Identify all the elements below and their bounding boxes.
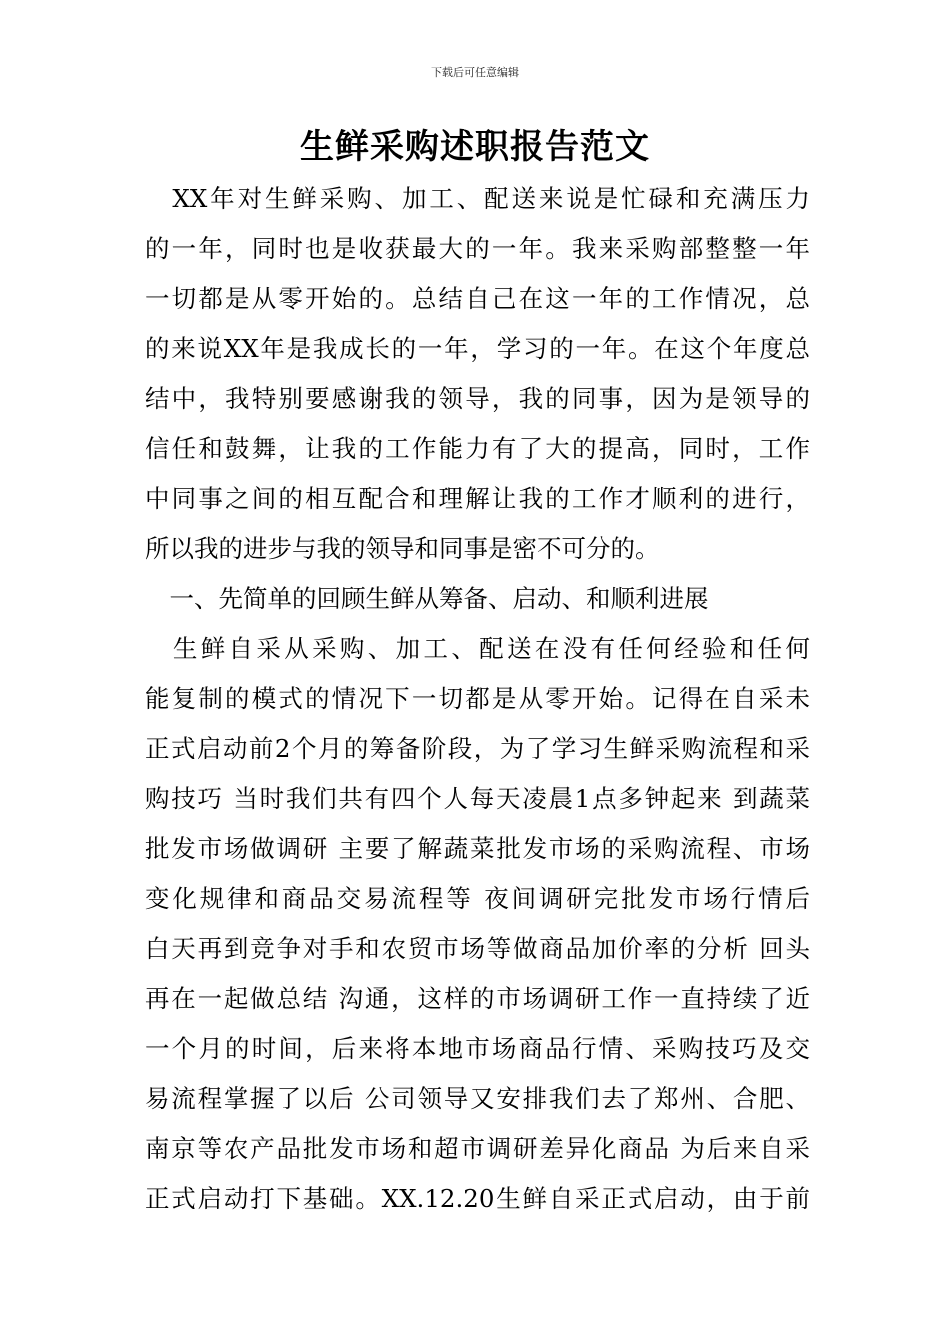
paragraph-line: 结中，我特别要感谢我的领导，我的同事，因为是领导的 xyxy=(145,384,810,413)
paragraph-line: 南京等农产品批发市场和超市调研差异化商品 为后来自采 xyxy=(145,1134,810,1163)
paragraph-line: 正式启动前2个月的筹备阶段，为了学习生鲜采购流程和采 xyxy=(145,734,810,763)
paragraph-line: 正式启动打下基础。XX.12.20生鲜自采正式启动，由于前 xyxy=(145,1184,810,1213)
paragraph-line: 生鲜自采从采购、加工、配送在没有任何经验和任何 xyxy=(145,634,810,663)
paragraph-line: 易流程掌握了以后 公司领导又安排我们去了郑州、合肥、 xyxy=(145,1084,810,1113)
paragraph-line: 信任和鼓舞，让我的工作能力有了大的提高，同时，工作 xyxy=(145,434,810,463)
paragraph-line: 白天再到竞争对手和农贸市场等做商品加价率的分析 回头 xyxy=(145,934,810,963)
header-note: 下载后可任意编辑 xyxy=(431,66,519,79)
paragraph-line: 一切都是从零开始的。总结自己在这一年的工作情况，总 xyxy=(145,284,810,313)
paragraph-line: 的来说XX年是我成长的一年，学习的一年。在这个年度总 xyxy=(145,334,810,363)
paragraph-line: 所以我的进步与我的领导和同事是密不可分的。 xyxy=(145,534,660,563)
document-body xyxy=(145,174,810,1224)
paragraph-line: 能复制的模式的情况下一切都是从零开始。记得在自采未 xyxy=(145,684,810,713)
paragraph-line: 变化规律和商品交易流程等 夜间调研完批发市场行情后 xyxy=(145,884,810,913)
paragraph-line: 再在一起做总结 沟通，这样的市场调研工作一直持续了近 xyxy=(145,984,810,1013)
section-heading-text: 一、先简单的回顾生鲜从筹备、启动、和顺利进展 xyxy=(145,584,709,613)
paragraph-line: 批发市场做调研 主要了解蔬菜批发市场的采购流程、市场 xyxy=(145,834,810,863)
paragraph-line: 的一年，同时也是收获最大的一年。我来采购部整整一年 xyxy=(145,234,810,263)
paragraph-2 xyxy=(145,624,810,1224)
document-title: 生鲜采购述职报告范文 xyxy=(300,127,650,167)
paragraph-line: 购技巧 当时我们共有四个人每天凌晨1点多钟起来 到蔬菜 xyxy=(145,784,810,813)
paragraph-1 xyxy=(145,174,810,574)
paragraph-line: 一个月的时间，后来将本地市场商品行情、采购技巧及交 xyxy=(145,1034,810,1063)
section-heading xyxy=(145,574,810,624)
paragraph-line: XX年对生鲜采购、加工、配送来说是忙碌和充满压力 xyxy=(145,184,810,213)
paragraph-line: 中同事之间的相互配合和理解让我的工作才顺利的进行， xyxy=(145,484,810,513)
